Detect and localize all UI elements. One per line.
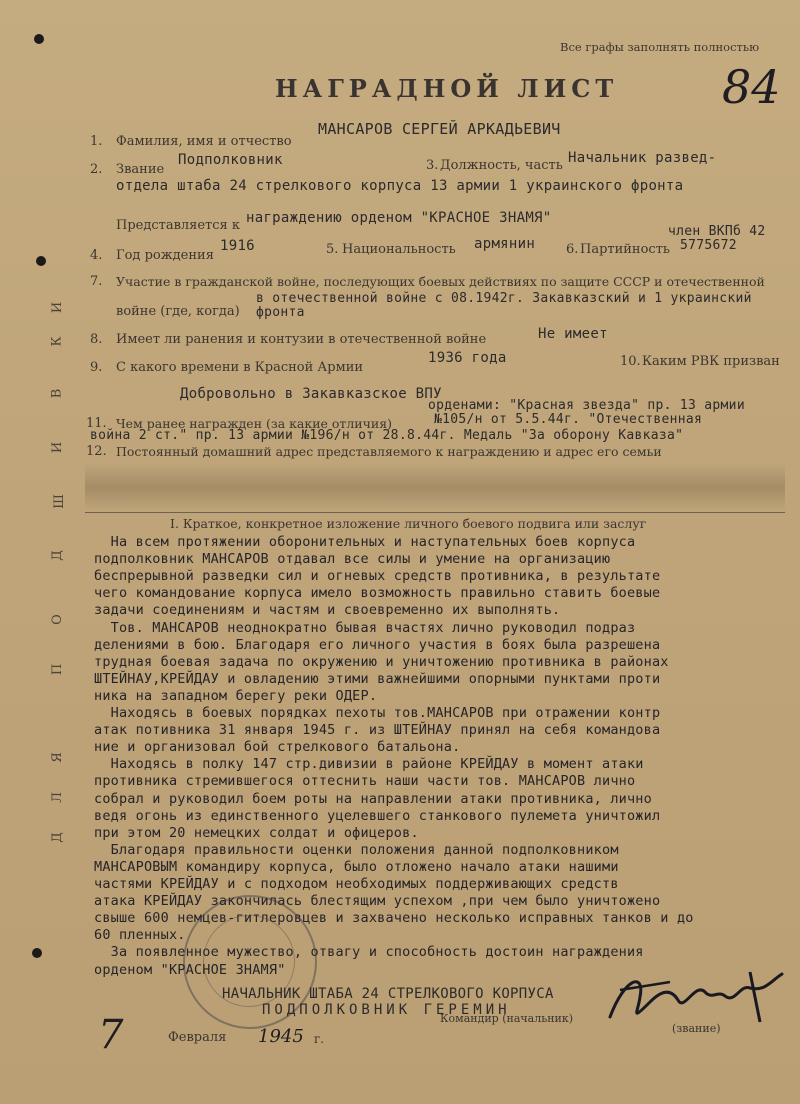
side-letter: Я bbox=[49, 752, 65, 763]
field-label: С какого времени в Красной Армии bbox=[116, 360, 364, 375]
party-card-value: 5775672 bbox=[680, 238, 737, 253]
award-requested-value: награждению орденом "КРАСНОЕ ЗНАМЯ" bbox=[246, 210, 552, 226]
commander-caption: Командир (начальник) bbox=[440, 1012, 574, 1025]
date-year: 1945 bbox=[258, 1026, 304, 1047]
citation-line: противника стремившегося оттеснить наши части тов. МАНСАРОВ лично bbox=[94, 773, 636, 790]
citation-line: собрал и руководил боем роты на направлении атаки противника, лично bbox=[94, 790, 652, 807]
field-label: Звание bbox=[116, 162, 165, 177]
citation-line: ние и организовал бой стрелкового батальона. bbox=[94, 739, 461, 756]
previous-awards-value: орденами: "Красная звезда" пр. 13 армии bbox=[428, 398, 745, 413]
field-number: 2. bbox=[90, 162, 103, 177]
rank-value: Подполковник bbox=[178, 152, 283, 168]
signatory-position: НАЧАЛЬНИК ШТАБА 24 СТРЕЛКОВОГО КОРПУСА bbox=[222, 986, 554, 1002]
section-heading: I. Краткое, конкретное изложение личного боевого подвига или заслуг bbox=[170, 516, 647, 531]
citation-line: задачи соединениям и частям и своевременно их выполнять. bbox=[94, 602, 561, 619]
field-number: 10. bbox=[620, 354, 641, 369]
side-letter: И bbox=[50, 301, 66, 314]
citation-line: трудная боевая задача по окружению и уничтожению противника в районах bbox=[94, 653, 669, 670]
field-label: Представляется к bbox=[116, 218, 240, 233]
side-letter: В bbox=[49, 388, 65, 399]
side-letter: Д bbox=[49, 550, 65, 561]
citation-line: ШТЕЙНАУ,КРЕЙДАУ и овладению этими важнейшими опорными пунктами проти bbox=[94, 670, 661, 687]
field-number: 1. bbox=[90, 134, 103, 149]
birth-year-value: 1916 bbox=[220, 238, 255, 254]
citation-line: атака КРЕЙДАУ закончилась блестящим успехом ,при чем было уничтожено bbox=[94, 893, 661, 910]
position-value: Начальник развед- bbox=[568, 150, 717, 166]
citation-line: ведя огонь из единственного уцелевшего станкового пулемета уничтожил bbox=[94, 807, 661, 824]
field-label: Участие в гражданской войне, последующих боевых действиях по защите СССР и отечественной bbox=[116, 274, 765, 289]
punch-hole bbox=[34, 34, 44, 44]
date-month: Февраля bbox=[168, 1030, 227, 1045]
field-label: Партийность bbox=[580, 242, 670, 257]
rank-caption: (звание) bbox=[672, 1022, 721, 1035]
field-label: Год рождения bbox=[116, 248, 214, 263]
field-label: войне (где, когда) bbox=[116, 304, 240, 319]
field-number: 7. bbox=[90, 274, 103, 289]
signatory-rank: ПОДПОЛКОВНИК ГЕРЕМИН bbox=[262, 1002, 511, 1018]
field-label: Должность, часть bbox=[440, 158, 563, 173]
side-letter: П bbox=[50, 663, 66, 676]
field-number: 3. bbox=[426, 158, 439, 173]
citation-line: Находясь в боевых порядках пехоты тов.МАНСАРОВ при отражении контр bbox=[94, 705, 661, 721]
field-number: 6. bbox=[566, 242, 579, 257]
field-number: 4. bbox=[90, 248, 103, 263]
citation-line: частями КРЕЙДАУ и с подходом необходимых поддерживающих средств bbox=[94, 876, 619, 892]
punch-hole bbox=[36, 256, 46, 266]
side-letter: Д bbox=[49, 832, 65, 843]
citation-line: свыше 600 немцев-гитлеровцев и захвачено несколько исправных танков и до bbox=[94, 910, 694, 927]
field-label: Постоянный домашний адрес представляемого к награждению и адрес его семьи bbox=[116, 444, 662, 459]
field-number: 12. bbox=[86, 444, 107, 459]
field-label: Национальность bbox=[342, 242, 456, 257]
citation-line: беспрерывной разведки сил и огневых средств противника, в результате bbox=[94, 568, 661, 585]
previous-awards-value: война 2 ст." пр. 13 армии №196/н от 28.8.44г. Медаль "За оборону Кавказа" bbox=[90, 428, 684, 443]
position-value-continued: отдела штаба 24 стрелкового корпуса 13 армии 1 украинского фронта bbox=[116, 178, 684, 194]
citation-line: ника на западном берегу реки ОДЕР. bbox=[94, 687, 378, 704]
party-value: член ВКПб 42 bbox=[668, 224, 766, 239]
citation-line: На всем протяжении оборонительных и наступательных боев корпуса bbox=[94, 534, 636, 550]
side-letter: И bbox=[50, 441, 66, 454]
service-since-value: 1936 года bbox=[428, 350, 507, 366]
signature-mark bbox=[600, 962, 790, 1032]
redacted-address-area bbox=[85, 463, 785, 511]
wounds-value: Не имеет bbox=[538, 326, 608, 342]
nationality-value: армянин bbox=[474, 236, 536, 252]
conscription-value: Добровольно в Закавказское ВПУ bbox=[180, 386, 442, 402]
previous-awards-value: №105/н от 5.5.44г. "Отечественная bbox=[434, 412, 703, 427]
side-letter: Ш bbox=[51, 494, 67, 509]
citation-line: при этом 20 немецких солдат и офицеров. bbox=[94, 824, 419, 841]
citation-line: Находясь в полку 147 стр.дивизии в районе КРЕЙДАУ в момент атаки bbox=[94, 756, 644, 773]
citation-line: Благодаря правильности оценки положения данной подполковником bbox=[94, 841, 619, 858]
side-letter: Л bbox=[49, 792, 65, 803]
citation-line: подполковник МАНСАРОВ отдавал все силы и умение на организацию bbox=[94, 551, 611, 568]
field-number: 5. bbox=[326, 242, 339, 257]
citation-line: Тов. МАНСАРОВ неоднократно бывая вчастях лично руководил подраз bbox=[94, 619, 636, 636]
field-label: Фамилия, имя и отчество bbox=[116, 134, 292, 149]
war-participation-value: в отечественной войне с 08.1942г. Закавказский и 1 украинский фронта bbox=[256, 291, 752, 320]
date-year-suffix: г. bbox=[314, 1032, 325, 1046]
field-number: 11. bbox=[86, 416, 107, 431]
field-number: 9. bbox=[90, 360, 103, 375]
citation-line: атак потивника 31 января 1945 г. из ШТЕЙНАУ принял на себя командова bbox=[94, 722, 661, 739]
punch-hole bbox=[32, 948, 42, 958]
date-day: 7 bbox=[98, 1012, 124, 1058]
field-number: 8. bbox=[90, 332, 103, 347]
citation-line: орденом "КРАСНОЕ ЗНАМЯ" bbox=[94, 961, 286, 978]
side-letter: О bbox=[49, 614, 65, 625]
citation-line: чего командование корпуса имело возможность правильно ставить боевые bbox=[94, 585, 661, 602]
side-letter: К bbox=[49, 336, 65, 347]
fill-instruction: Все графы заполнять полностью bbox=[560, 40, 760, 54]
page-title: НАГРАДНОЙ ЛИСТ bbox=[275, 74, 619, 103]
section-divider bbox=[85, 512, 785, 513]
citation-line: За появленное мужество, отвагу и способность достоин награждения bbox=[94, 944, 644, 961]
citation-line: 60 пленных. bbox=[94, 927, 186, 944]
page-number: 84 bbox=[722, 60, 781, 114]
citation-line: делениями в бою. Благодаря его личного участия в боях была разрешена bbox=[94, 636, 661, 653]
citation-line: МАНСАРОВЫМ командиру корпуса, было отложено начало атаки нашими bbox=[94, 858, 619, 875]
full-name-value: МАНСАРОВ СЕРГЕЙ АРКАДЬЕВИЧ bbox=[318, 120, 561, 138]
field-label: Чем ранее награжден (за какие отличия) bbox=[116, 416, 392, 431]
field-label: Каким РВК призван bbox=[642, 354, 780, 369]
field-label: Имеет ли ранения и контузии в отечественной войне bbox=[116, 332, 487, 347]
